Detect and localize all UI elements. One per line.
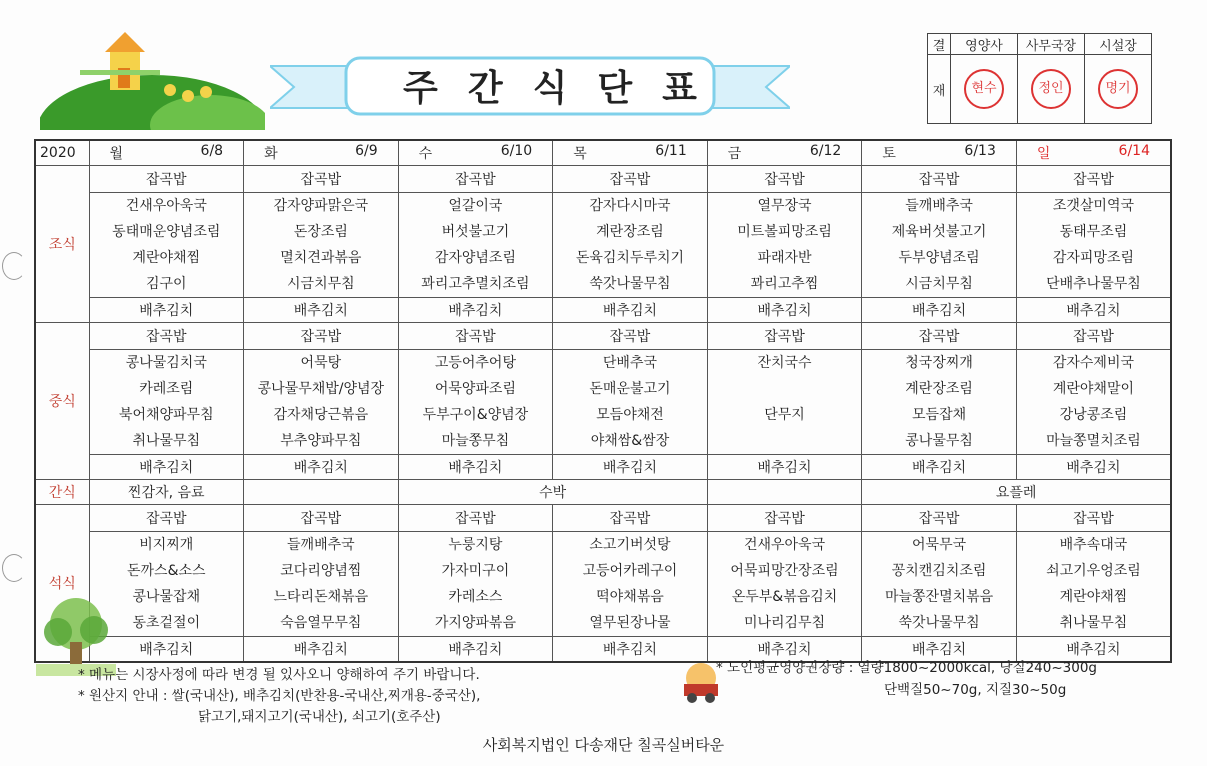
menu-cell-kimchi: 배추김치 (244, 455, 399, 480)
dish-item: 비지찌개 (139, 537, 194, 553)
menu-cell-rice: 잡곡밥 (244, 166, 399, 193)
dish-item: 꽁치캔김치조림 (891, 563, 987, 579)
menu-cell-rice: 잡곡밥 (553, 323, 708, 350)
dish-item: 모듬야채전 (596, 407, 664, 423)
breakfast-label: 조식 (35, 166, 89, 323)
menu-cell-rice: 잡곡밥 (89, 505, 244, 532)
nutrition-guideline (716, 657, 1097, 701)
lunch-kimchi-row (35, 455, 1171, 480)
lunch-rice-row (35, 323, 1171, 350)
dish-item: 감자수제비국 (1052, 355, 1135, 371)
menu-cell-items (862, 350, 1017, 455)
dish-item: 돈까스&소스 (127, 563, 206, 579)
house-hill-illustration (40, 30, 265, 130)
snack-cell: 수박 (398, 480, 707, 505)
dish-list (399, 193, 553, 297)
footer-notes (78, 665, 480, 728)
dish-item: 가자미구이 (441, 563, 510, 579)
dish-item: 버섯불고기 (441, 224, 510, 240)
dish-item: 어묵양파조림 (434, 381, 516, 397)
dish-item: 미트볼피망조림 (737, 224, 832, 240)
dish-item: 시금치무침 (905, 276, 973, 292)
menu-cell-kimchi: 배추김치 (707, 455, 862, 480)
nutrition-line: 단백질50~70g, 지질30~50g (884, 682, 1067, 698)
menu-cell-kimchi: 배추김치 (398, 298, 553, 323)
menu-cell-items (707, 350, 862, 455)
dish-item: 콩나물무채밥/양념장 (257, 381, 385, 397)
dish-list (1017, 532, 1170, 636)
dish-item: 소고기버섯탕 (589, 537, 671, 553)
dish-item: 건새우아욱국 (743, 537, 826, 553)
dish-item: 모듬잡채 (912, 407, 967, 423)
menu-cell-items (244, 350, 399, 455)
dish-item: 취나물무침 (132, 433, 201, 449)
dish-item: 건새우아욱국 (125, 198, 207, 214)
menu-cell-rice: 잡곡밥 (553, 505, 708, 532)
menu-cell-items (707, 532, 862, 637)
menu-cell-kimchi: 배추김치 (398, 455, 553, 480)
dish-item: 계란장조림 (905, 381, 973, 397)
menu-cell-items (1016, 193, 1171, 298)
organization-name: 사회복지법인 다송재단 칠곡실버타운 (482, 736, 725, 754)
menu-cell-items (89, 350, 244, 455)
dish-item: 감자피망조림 (1052, 250, 1135, 266)
dish-item: 멸치견과볶음 (280, 250, 362, 266)
menu-cell-rice: 잡곡밥 (1016, 166, 1171, 193)
dish-list (708, 532, 862, 636)
menu-cell-kimchi: 배추김치 (553, 455, 708, 480)
menu-cell-kimchi: 배추김치 (244, 298, 399, 323)
approval-side-label: 재 (928, 55, 951, 124)
dish-item: 감자채당근볶음 (273, 407, 369, 423)
menu-cell-rice: 잡곡밥 (398, 166, 553, 193)
dish-item: 숙음열무무침 (280, 615, 362, 631)
snack-cell: 찐감자, 음료 (89, 480, 244, 505)
dish-list (553, 350, 707, 454)
menu-cell-items (1016, 350, 1171, 455)
menu-cell-items (398, 350, 553, 455)
menu-cell-rice: 잡곡밥 (862, 166, 1017, 193)
dish-item: 콩나물무침 (905, 433, 973, 449)
dish-item: 돈장조림 (293, 224, 348, 240)
dish-item: 제육버섯불고기 (891, 224, 987, 240)
dish-item: 어묵탕 (300, 355, 342, 371)
menu-cell-rice: 잡곡밥 (244, 323, 399, 350)
dish-item: 계란야채찜 (1059, 589, 1128, 605)
menu-cell-rice: 잡곡밥 (862, 323, 1017, 350)
menu-cell-rice: 잡곡밥 (1016, 505, 1171, 532)
dish-list (862, 532, 1016, 636)
dish-list (862, 193, 1016, 297)
dish-item: 감자다시마국 (589, 198, 671, 214)
dish-item: 시금치무침 (287, 276, 355, 292)
menu-cell-items (553, 193, 708, 298)
dish-list (244, 532, 398, 636)
menu-cell-kimchi: 배추김치 (89, 455, 244, 480)
dish-item: 마늘쫑멸치조림 (1046, 433, 1141, 449)
menu-cell-kimchi: 배추김치 (553, 298, 708, 323)
year-cell: 2020 (35, 140, 89, 166)
role-facility-director: 시설장 (1085, 34, 1152, 55)
menu-cell-kimchi: 배추김치 (862, 455, 1017, 480)
dish-item (708, 428, 862, 454)
dish-item: 콩나물잡채 (132, 589, 201, 605)
stamp-seal: 명기 (1098, 69, 1138, 109)
dinner-rice-row (35, 505, 1171, 532)
dish-item: 돈매운불고기 (589, 381, 671, 397)
dish-item: 파래자반 (757, 250, 812, 266)
dish-item: 온두부&볶음김치 (731, 589, 838, 605)
header-row (35, 140, 1171, 166)
dish-item: 동태매운양념조림 (112, 224, 221, 240)
menu-cell-items (398, 532, 553, 637)
menu-cell-rice: 잡곡밥 (553, 166, 708, 193)
nutrition-line: * 노인평균영양권장량 : 열량1800~2000kcal, 당질240~300g (716, 660, 1097, 676)
menu-cell-rice: 잡곡밥 (89, 166, 244, 193)
menu-cell-kimchi: 배추김치 (553, 637, 708, 663)
dish-item: 취나물무침 (1059, 615, 1128, 631)
dish-item: 계란야채찜 (132, 250, 201, 266)
day-header: 화 6/9 (244, 140, 399, 166)
dish-item: 두부구이&양념장 (422, 407, 529, 423)
dish-item: 배추속대국 (1059, 537, 1128, 553)
dish-item: 동초겉절이 (132, 615, 201, 631)
dish-list (553, 193, 707, 297)
snack-label: 간식 (35, 480, 89, 505)
dish-item: 가지양파볶음 (434, 615, 516, 631)
dish-list (862, 350, 1016, 454)
dish-item: 들깨배추국 (287, 537, 355, 553)
menu-cell-kimchi: 배추김치 (244, 637, 399, 663)
dish-list (244, 350, 398, 454)
dish-item: 코다리양념찜 (280, 563, 362, 579)
binder-hole (2, 554, 26, 582)
binder-hole (2, 252, 26, 280)
dish-item: 꽈리고추찜 (750, 276, 819, 292)
lunch-label: 중식 (35, 323, 89, 480)
menu-cell-kimchi: 배추김치 (1016, 455, 1171, 480)
menu-cell-kimchi: 배추김치 (707, 298, 862, 323)
note-line: 닭고기,돼지고기(국내산), 쇠고기(호주산) (198, 709, 441, 725)
menu-cell-items (244, 532, 399, 637)
dish-item: 두부양념조림 (898, 250, 980, 266)
role-office-director: 사무국장 (1018, 34, 1085, 55)
dish-item: 들깨배추국 (905, 198, 973, 214)
dish-item: 콩나물김치국 (125, 355, 207, 371)
menu-cell-rice: 잡곡밥 (862, 505, 1017, 532)
dish-item: 야채쌈&쌈장 (590, 433, 670, 449)
dish-item: 강낭콩조림 (1059, 407, 1128, 423)
dish-list (399, 350, 553, 454)
dish-item: 청국장찌개 (905, 355, 973, 371)
snack-cell: 요플레 (862, 480, 1171, 505)
menu-cell-rice: 잡곡밥 (398, 505, 553, 532)
approval-side-label: 결 (928, 34, 951, 55)
menu-cell-rice: 잡곡밥 (244, 505, 399, 532)
dish-item: 감자양념조림 (434, 250, 516, 266)
dish-list (90, 193, 244, 297)
dish-list (553, 532, 707, 636)
dish-item: 카레조림 (139, 381, 194, 397)
breakfast-items-row (35, 193, 1171, 298)
dinner-items-row (35, 532, 1171, 637)
menu-cell-rice: 잡곡밥 (398, 323, 553, 350)
approval-box (927, 33, 1152, 124)
dish-list (708, 350, 862, 454)
dish-item: 계란장조림 (596, 224, 664, 240)
day-header: 수 6/10 (398, 140, 553, 166)
dish-list (1017, 350, 1170, 454)
dish-item: 고등어추어탕 (434, 355, 516, 371)
weekly-menu-table (34, 139, 1172, 663)
dish-item: 얼갈이국 (448, 198, 503, 214)
dish-list (1017, 193, 1170, 297)
page-title: 주간식단표 (403, 68, 727, 109)
note-line: * 메뉴는 시장사정에 따라 변경 될 있사오니 양해하여 주기 바랍니다. (78, 667, 480, 683)
menu-cell-rice: 잡곡밥 (1016, 323, 1171, 350)
menu-cell-items (1016, 532, 1171, 637)
dish-item: 북어채양파무침 (118, 407, 214, 423)
menu-cell-items (553, 350, 708, 455)
dish-item: 단배추나물무침 (1046, 276, 1141, 292)
dish-item: 고등어카레구이 (582, 563, 678, 579)
menu-cell-items (862, 532, 1017, 637)
dish-item: 미나리김무침 (743, 615, 826, 631)
dish-item: 감자양파맑은국 (273, 198, 369, 214)
menu-cell-kimchi: 배추김치 (862, 298, 1017, 323)
dish-item: 마늘쫑잔멸치볶음 (884, 589, 994, 605)
menu-cell-items (89, 193, 244, 298)
tree-illustration (36, 596, 116, 676)
menu-cell-kimchi: 배추김치 (89, 637, 244, 663)
snack-cell-empty (707, 480, 862, 505)
dish-item: 부추양파무침 (280, 433, 362, 449)
dish-item: 쑥갓나물무침 (589, 276, 671, 292)
dish-item: 조갯살미역국 (1052, 198, 1135, 214)
menu-cell-items (862, 193, 1017, 298)
breakfast-kimchi-row (35, 298, 1171, 323)
menu-cell-kimchi: 배추김치 (707, 637, 862, 663)
dish-list (244, 193, 398, 297)
dish-item: 쇠고기우엉조림 (1046, 563, 1141, 579)
menu-cell-items (707, 193, 862, 298)
breakfast-rice-row (35, 166, 1171, 193)
dish-item: 단무지 (764, 407, 805, 423)
lunch-items-row (35, 350, 1171, 455)
menu-cell-kimchi: 배추김치 (1016, 637, 1171, 663)
dish-item: 돈육김치두루치기 (575, 250, 685, 266)
menu-cell-kimchi: 배추김치 (398, 637, 553, 663)
menu-cell-kimchi: 배추김치 (862, 637, 1017, 663)
dish-item: 동태무조림 (1059, 224, 1128, 240)
dish-item: 계란야채말이 (1052, 381, 1135, 397)
dinner-label: 석식 (35, 505, 89, 663)
dish-item: 느타리돈채볶음 (273, 589, 369, 605)
note-line: * 원산지 안내 : 쌀(국내산), 배추김치(반찬용-국내산,찌개용-중국산), (78, 688, 481, 704)
dish-item: 잔치국수 (757, 355, 812, 371)
menu-cell-items (553, 532, 708, 637)
dish-item: 쑥갓나물무침 (898, 615, 980, 631)
dish-item: 열무장국 (757, 198, 812, 214)
menu-cell-rice: 잡곡밥 (89, 323, 244, 350)
dish-item: 떡야채볶음 (596, 589, 664, 605)
dish-item: 김구이 (145, 276, 187, 292)
snack-cell-empty (244, 480, 399, 505)
dish-item: 누룽지탕 (448, 537, 503, 553)
dish-item: 어묵무국 (912, 537, 967, 553)
menu-cell-items (398, 193, 553, 298)
day-header: 금 6/12 (707, 140, 862, 166)
role-nutritionist: 영양사 (951, 34, 1018, 55)
stamp-seal: 현수 (964, 69, 1004, 109)
day-header-sunday: 일 6/14 (1016, 140, 1171, 166)
dish-list (399, 532, 553, 636)
dish-item: 열무된장나물 (589, 615, 671, 631)
menu-cell-rice: 잡곡밥 (707, 323, 862, 350)
snack-row (35, 480, 1171, 505)
menu-cell-rice: 잡곡밥 (707, 166, 862, 193)
dish-item: 마늘쫑무침 (441, 433, 510, 449)
dish-item (708, 376, 862, 402)
dish-item: 꽈리고추멸치조림 (421, 276, 530, 292)
menu-cell-kimchi: 배추김치 (1016, 298, 1171, 323)
menu-cell-kimchi: 배추김치 (89, 298, 244, 323)
menu-cell-items (244, 193, 399, 298)
dish-list (90, 350, 244, 454)
day-header: 토 6/13 (862, 140, 1017, 166)
dish-item: 단배추국 (602, 355, 658, 371)
day-header: 목 6/11 (553, 140, 708, 166)
stamp-seal: 정인 (1031, 69, 1071, 109)
dish-list (708, 193, 862, 297)
dish-item: 카레소스 (448, 589, 503, 605)
dish-item: 어묵피망간장조림 (730, 563, 839, 579)
day-header: 월 6/8 (89, 140, 244, 166)
menu-cell-rice: 잡곡밥 (707, 505, 862, 532)
